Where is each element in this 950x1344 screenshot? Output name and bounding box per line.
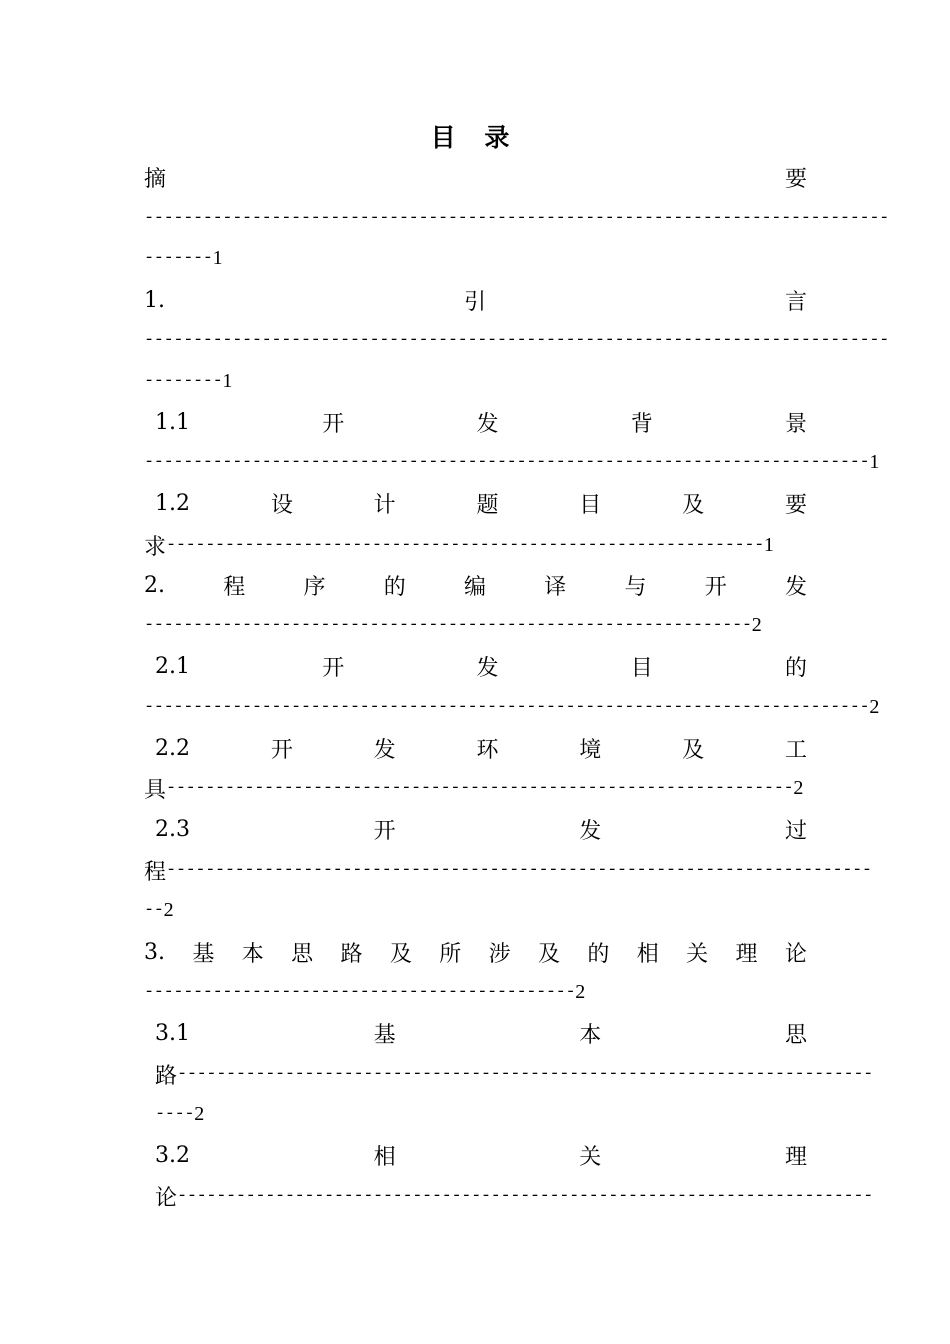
toc-word: 的	[587, 941, 610, 967]
toc-word: 译	[544, 574, 567, 600]
toc-word: 开	[322, 655, 345, 681]
toc-word: 及	[682, 737, 705, 763]
toc-word: 工	[784, 737, 807, 763]
toc-word: 引	[463, 289, 486, 315]
toc-word: 基	[192, 941, 215, 967]
page-number: 2	[575, 980, 586, 1003]
dot-leader: --------------------------------------------------------------------------	[144, 697, 870, 717]
toc-line	[144, 1094, 807, 1134]
toc-word: 及	[682, 492, 705, 518]
toc-word: 1.	[144, 287, 165, 313]
toc-word: 理	[784, 1144, 807, 1170]
dot-leader: --	[144, 900, 164, 920]
toc-word: 开	[373, 818, 396, 844]
toc-word: 环	[476, 737, 499, 763]
toc-word: 开	[704, 574, 727, 600]
toc-word: 2.1	[155, 653, 190, 679]
toc-word: 的	[383, 574, 406, 600]
toc-word: 2.	[144, 572, 165, 598]
toc-word: 的	[784, 655, 807, 681]
toc-word: 具	[144, 777, 167, 803]
toc-word: 思	[784, 1022, 807, 1048]
toc-word: 相	[636, 941, 659, 967]
toc-word: 求	[144, 534, 167, 560]
toc-word: 路	[155, 1063, 178, 1089]
toc-line	[144, 890, 807, 930]
toc-line	[144, 198, 889, 238]
toc-line	[144, 972, 807, 1012]
dot-leader: ----------------------------------------------------------------------------	[144, 208, 889, 228]
toc-word: 程	[223, 574, 246, 600]
toc-word: 所	[439, 941, 462, 967]
toc-line	[144, 1013, 807, 1053]
dot-leader: --------	[144, 371, 223, 391]
toc-word: 发	[476, 655, 499, 681]
dot-leader: ------------------------------------------------------------------------	[166, 860, 872, 880]
toc-word: 1.1	[155, 409, 190, 435]
page-number: 2	[194, 1102, 205, 1125]
toc-word: 本	[579, 1022, 602, 1048]
toc-word: 论	[155, 1185, 178, 1211]
toc-line	[144, 238, 807, 278]
toc-line	[144, 1135, 807, 1175]
toc-word: 1.2	[155, 490, 190, 516]
toc-word: 及	[389, 941, 412, 967]
page-number: 2	[751, 613, 762, 636]
toc-word: 编	[463, 574, 486, 600]
dot-leader: ----------------------------------------------------------------------------	[144, 330, 889, 350]
toc-word: 3.1	[155, 1020, 190, 1046]
toc-word: 本	[241, 941, 264, 967]
toc-word: 理	[735, 941, 758, 967]
toc-word: 程	[144, 859, 167, 885]
toc-word: 基	[373, 1022, 396, 1048]
toc-word: 2.3	[155, 816, 190, 842]
toc-line	[144, 646, 807, 686]
page-number: 1	[763, 533, 774, 556]
toc-word: 发	[784, 574, 807, 600]
toc-line	[144, 687, 880, 727]
toc-line	[144, 402, 807, 442]
toc-word: 2.2	[155, 735, 190, 761]
toc-word: 发	[476, 411, 499, 437]
toc-word: 背	[630, 411, 653, 437]
toc-word: 要	[784, 166, 807, 192]
page-number: 1	[212, 246, 223, 269]
toc-line	[144, 525, 807, 565]
toc-line	[144, 320, 889, 360]
toc-line	[144, 932, 807, 972]
dot-leader: -----------------------------------------------------------------------	[177, 1186, 873, 1206]
toc-line	[144, 850, 872, 890]
page-number: 2	[869, 695, 880, 718]
toc-word: 摘	[144, 166, 167, 192]
dot-leader: --------------------------------------------------------------	[144, 615, 752, 635]
toc-word: 思	[291, 941, 314, 967]
toc-line	[144, 157, 807, 197]
toc-word: 题	[476, 492, 499, 518]
toc-word: 言	[784, 289, 807, 315]
toc-word: 目	[579, 492, 602, 518]
toc-line	[144, 565, 807, 605]
toc-line	[144, 605, 807, 645]
toc-word: 序	[303, 574, 326, 600]
toc-word: 开	[322, 411, 345, 437]
toc-word: 及	[537, 941, 560, 967]
toc-line	[144, 280, 807, 320]
dot-leader: ----------------------------------------------------------------	[166, 778, 794, 798]
toc-word: 涉	[488, 941, 511, 967]
toc-word: 过	[784, 818, 807, 844]
toc-word: 关	[579, 1144, 602, 1170]
page-number: 2	[793, 776, 804, 799]
toc-word: 3.2	[155, 1142, 190, 1168]
dot-leader: --------------------------------------------	[144, 982, 576, 1002]
toc-line	[144, 1054, 873, 1094]
toc-word: 计	[373, 492, 396, 518]
page-number: 1	[869, 450, 880, 473]
toc-word: 相	[373, 1144, 396, 1170]
toc-word: 路	[340, 941, 363, 967]
toc-word: 开	[270, 737, 293, 763]
toc-word: 目	[630, 655, 653, 681]
toc-word: 论	[784, 941, 807, 967]
page-title: 目 录	[430, 123, 520, 152]
dot-leader: -------	[144, 248, 213, 268]
dot-leader: ----	[155, 1104, 195, 1124]
toc-line	[144, 483, 807, 523]
page-number: 1	[222, 369, 233, 392]
toc-word: 与	[624, 574, 647, 600]
toc-line	[144, 809, 807, 849]
toc-word: 要	[784, 492, 807, 518]
toc-word: 发	[579, 818, 602, 844]
dot-leader: -----------------------------------------------------------------------	[177, 1064, 873, 1084]
toc-word: 境	[579, 737, 602, 763]
dot-leader: --------------------------------------------------------------------------	[144, 452, 870, 472]
toc-word: 关	[686, 941, 709, 967]
toc-line	[144, 442, 880, 482]
toc-word: 3.	[144, 939, 165, 965]
page-number: 2	[163, 898, 174, 921]
dot-leader: -------------------------------------------------------------	[166, 535, 764, 555]
toc-word: 发	[373, 737, 396, 763]
toc-line	[144, 361, 807, 401]
toc-word: 景	[784, 411, 807, 437]
toc-word: 设	[270, 492, 293, 518]
toc-line	[144, 728, 807, 768]
toc-line	[144, 1176, 873, 1216]
toc-line	[144, 768, 807, 808]
